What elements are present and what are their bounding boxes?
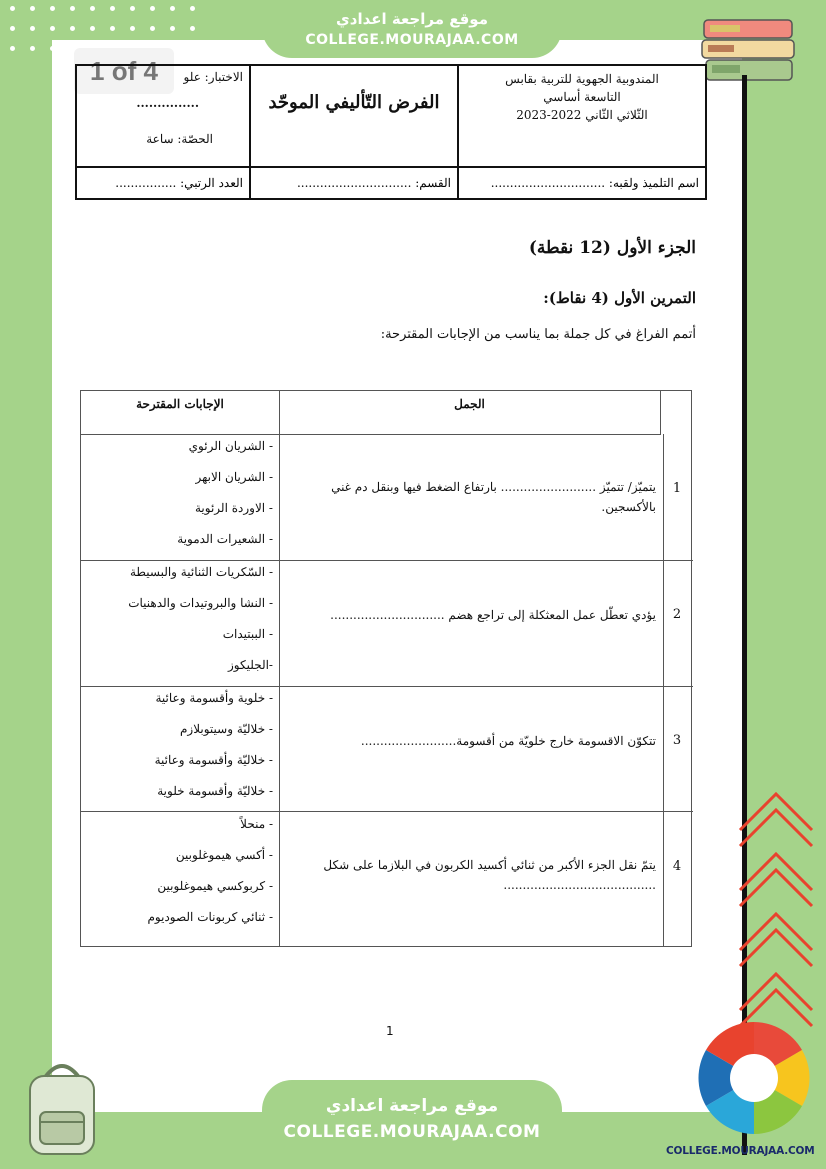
decorative-dot <box>90 26 95 31</box>
header-student-row <box>77 166 705 200</box>
decorative-dot <box>170 6 175 11</box>
exercise-title: التمرين الأول (4 نقاط): <box>543 289 696 307</box>
decorative-dot <box>130 6 135 11</box>
header-institution <box>457 66 705 166</box>
decorative-dot <box>30 26 35 31</box>
option-item: - الشريان الابهر <box>195 470 273 484</box>
row-sentence: يتميّز/ تتميّز ......................... بارتفاع الضغط فيها وبنقل دم غني بالأكسجين. <box>331 480 656 514</box>
row-sentence: يتمّ نقل الجزء الأكبر من ثنائي أكسيد الكربون في البلازما على شكل ........................................ <box>323 858 656 892</box>
option-item: - أكسي هيموغلوبين <box>175 848 273 862</box>
option-item: - خلوية وأقسومة وعائية <box>155 691 273 705</box>
class-field: القسم: .............................. <box>249 168 457 200</box>
option-item: - خلاليّة وأقسومة وعائية <box>154 753 273 767</box>
page-number: 1 <box>386 1024 394 1038</box>
decorative-dot <box>30 46 35 51</box>
decorative-dot <box>10 46 15 51</box>
option-item: - منحلاً <box>240 817 273 831</box>
site-logo-icon <box>696 1020 812 1136</box>
row-number: 3 <box>672 733 682 748</box>
page-indicator: 1 of 4 <box>74 48 174 94</box>
decorative-dot <box>10 6 15 11</box>
decorative-dot <box>110 26 115 31</box>
decorative-dot <box>150 26 155 31</box>
site-banner-bottom <box>262 1080 562 1169</box>
row-sentence: يؤدي تعطّل عمل المعثكلة إلى تراجع هضم .............................. <box>330 608 656 622</box>
decorative-dot <box>170 26 175 31</box>
backpack-icon <box>12 1052 112 1162</box>
option-item: - ثنائي كربونات الصوديوم <box>147 910 273 924</box>
column-divider <box>279 391 280 946</box>
column-header-answers: الإجابات المقترحة <box>136 397 224 411</box>
site-name-arabic: موقع مراجعة اعدادي <box>336 10 488 28</box>
option-item: - الاوردة الرئوية <box>194 501 273 515</box>
option-item: - الشريان الرئوي <box>188 439 273 453</box>
row-number: 2 <box>672 607 682 622</box>
decorative-dot <box>130 26 135 31</box>
row-number: 1 <box>672 481 682 496</box>
row-options <box>87 435 273 559</box>
site-url: COLLEGE.MOURAJAA.COM <box>305 32 519 48</box>
column-header-sentences: الجمل <box>279 391 661 434</box>
authority-text: المندوبية الجهوية للتربية بقابس <box>505 72 659 86</box>
row-options <box>87 813 273 937</box>
option-item: - خلاليّة وسيتوبلازم <box>180 722 273 736</box>
header-title-cell <box>249 66 457 166</box>
decorative-dot <box>190 6 195 11</box>
row-number: 4 <box>672 859 682 874</box>
logo-url: COLLEGE.MOURAJAA.COM <box>666 1145 815 1157</box>
option-item: - الشعيرات الدموية <box>177 532 273 546</box>
site-name-arabic: موقع مراجعة اعدادي <box>325 1096 499 1116</box>
decorative-dot <box>50 6 55 11</box>
subject-dots: ............... <box>136 96 199 110</box>
decorative-dot <box>150 6 155 11</box>
duration-text: الحصّة: ساعة <box>146 132 213 146</box>
exam-header <box>75 64 707 200</box>
site-url: COLLEGE.MOURAJAA.COM <box>283 1122 541 1142</box>
site-banner-top <box>262 0 562 58</box>
exercise-table <box>80 390 692 947</box>
option-item: -الجليكوز <box>227 658 273 672</box>
decorative-dot <box>50 26 55 31</box>
decorative-dot <box>10 26 15 31</box>
grade-text: التاسعة أساسي <box>543 90 621 104</box>
option-item: - الببتيدات <box>222 627 273 641</box>
header-subject-cell <box>77 66 249 166</box>
decorative-dot <box>30 6 35 11</box>
decorative-dot <box>70 26 75 31</box>
row-options <box>87 687 273 811</box>
chevron-decoration-icon <box>736 790 816 1030</box>
subject-text: الاختبار: علو <box>183 70 243 84</box>
decorative-dot <box>110 6 115 11</box>
part-title: الجزء الأول (12 نقطة) <box>528 238 696 258</box>
option-item: - كربوكسي هيموغلوبين <box>157 879 273 893</box>
row-divider <box>81 811 693 812</box>
student-name-field: اسم التلميذ ولقبه: .............................. <box>457 168 705 200</box>
term-text: الثّلاثي الثّاني 2022-2023 <box>516 108 648 122</box>
decorative-dot <box>190 26 195 31</box>
books-icon <box>700 14 800 92</box>
option-item: - النشا والبروتيدات والدهنيات <box>128 596 273 610</box>
decorative-dot <box>70 6 75 11</box>
row-options <box>87 561 273 685</box>
decorative-dot <box>90 6 95 11</box>
instruction-text: أتمم الفراغ في كل جملة بما يناسب من الإجابات المقترحة: <box>380 327 696 342</box>
row-sentence: تتكوّن الاقسومة خارج خلويّة من أقسومة......................... <box>360 734 656 748</box>
option-item: - خلاليّة وأقسومة خلوية <box>157 784 273 798</box>
number-field: العدد الرتبي: ................ <box>115 176 243 190</box>
option-item: - السّكريات الثنائية والبسيطة <box>129 565 273 579</box>
exam-title: الفرض التّأليفي الموحّد <box>268 92 440 113</box>
